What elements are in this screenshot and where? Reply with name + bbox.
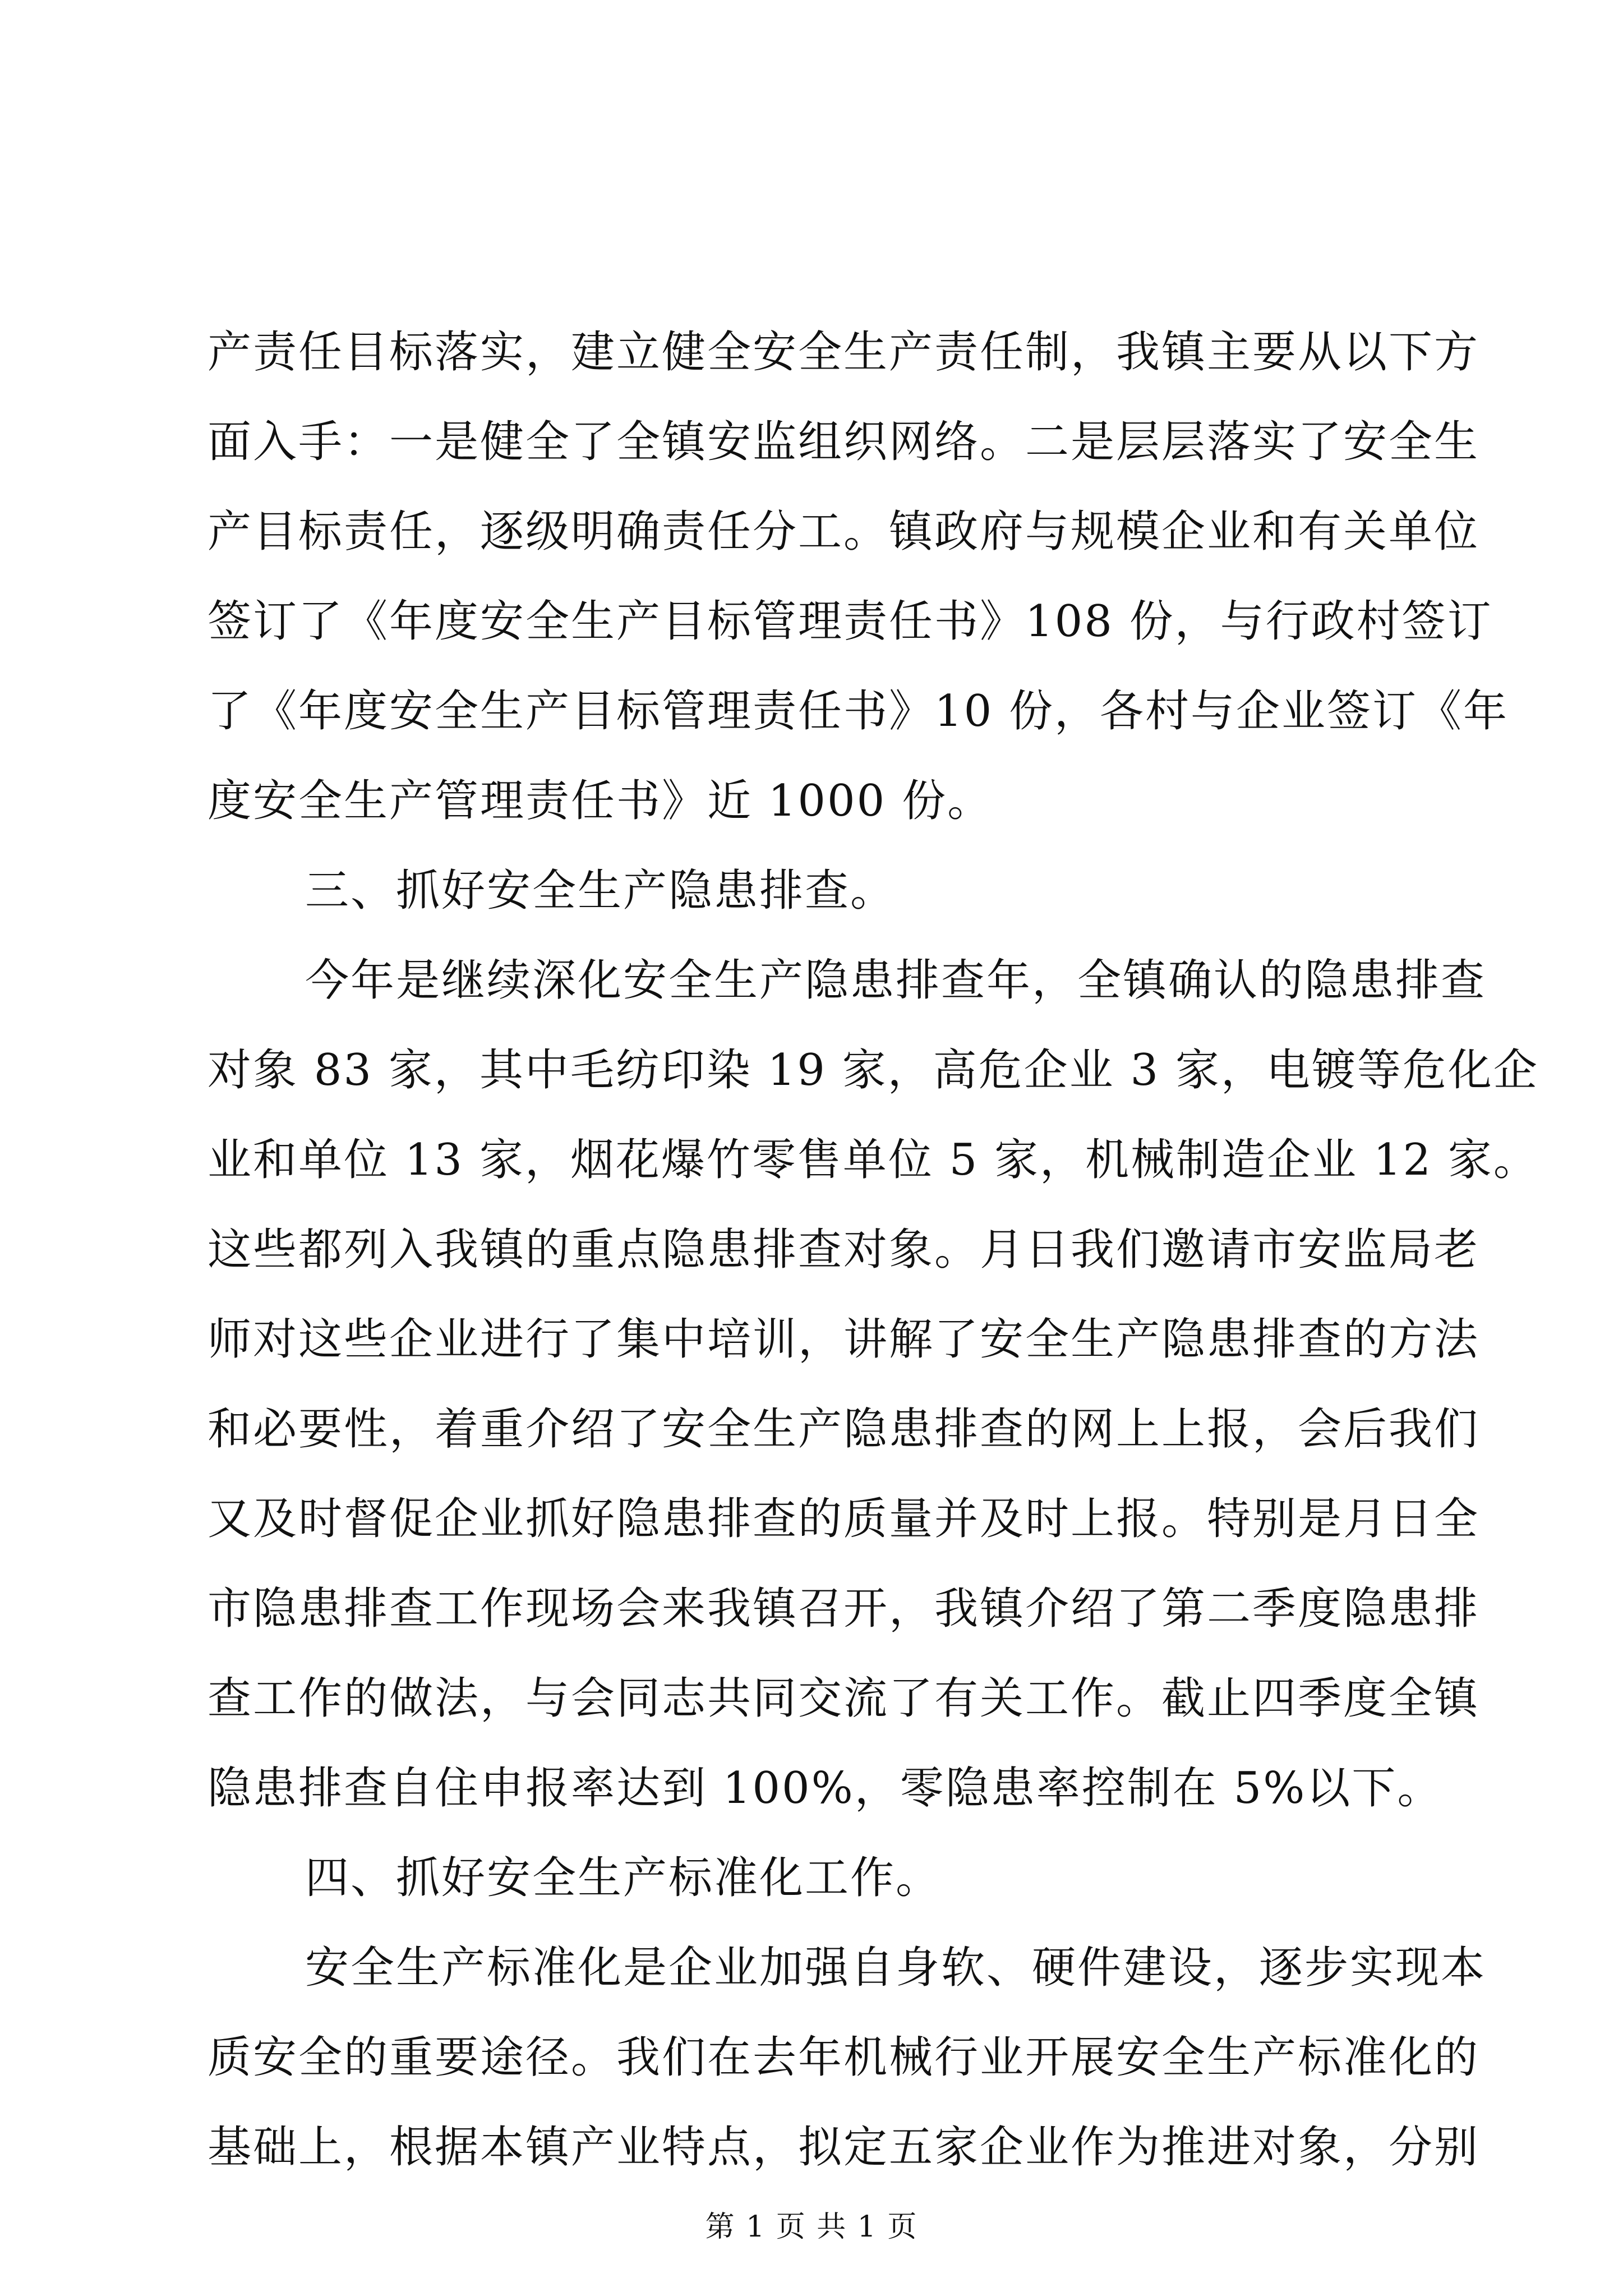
text-line: 隐患排查自住申报率达到 100%，零隐患率控制在 5%以下。 [208, 1763, 1443, 1814]
text-line: 产责任目标落实，建立健全安全生产责任制，我镇主要从以下方 [208, 327, 1480, 378]
section-heading: 四、抓好安全生产标准化工作。 [305, 1853, 942, 1903]
text-line: 市隐患排查工作现场会来我镇召开，我镇介绍了第二季度隐患排 [208, 1584, 1480, 1634]
text-line: 了《年度安全生产目标管理责任书》10 份，各村与企业签订《年 [208, 686, 1509, 737]
text-line: 产目标责任，逐级明确责任分工。镇政府与规模企业和有关单位 [208, 507, 1480, 557]
text-line: 面入手：一是健全了全镇安监组织网络。二是层层落实了安全生 [208, 417, 1480, 467]
text-line: 安全生产标准化是企业加强自身软、硬件建设，逐步实现本 [305, 1943, 1487, 1993]
text-line: 业和单位 13 家，烟花爆竹零售单位 5 家，机械制造企业 12 家。 [208, 1135, 1539, 1185]
text-line: 签订了《年度安全生产目标管理责任书》108 份，与行政村签订 [208, 596, 1493, 647]
text-line: 查工作的做法，与会同志共同交流了有关工作。截止四季度全镇 [208, 1673, 1480, 1724]
text-line: 这些都列入我镇的重点隐患排查对象。月日我们邀请市安监局老 [208, 1225, 1480, 1275]
text-line: 质安全的重要途径。我们在去年机械行业开展安全生产标准化的 [208, 2032, 1480, 2083]
text-line: 和必要性，着重介绍了安全生产隐患排查的网上上报，会后我们 [208, 1404, 1480, 1455]
text-line: 基础上，根据本镇产业特点，拟定五家企业作为推进对象，分别 [208, 2122, 1480, 2173]
text-line: 又及时督促企业抓好隐患排查的质量并及时上报。特别是月日全 [208, 1494, 1480, 1544]
text-line: 师对这些企业进行了集中培训，讲解了安全生产隐患排查的方法 [208, 1314, 1480, 1365]
text-line: 今年是继续深化安全生产隐患排查年，全镇确认的隐患排查 [305, 955, 1487, 1006]
page-footer: 第 1 页 共 1 页 [705, 2210, 918, 2244]
text-line: 度安全生产管理责任书》近 1000 份。 [208, 776, 993, 826]
text-line: 对象 83 家，其中毛纺印染 19 家，高危企业 3 家，电镀等危化企 [208, 1045, 1539, 1096]
section-heading: 三、抓好安全生产隐患排查。 [305, 866, 896, 916]
